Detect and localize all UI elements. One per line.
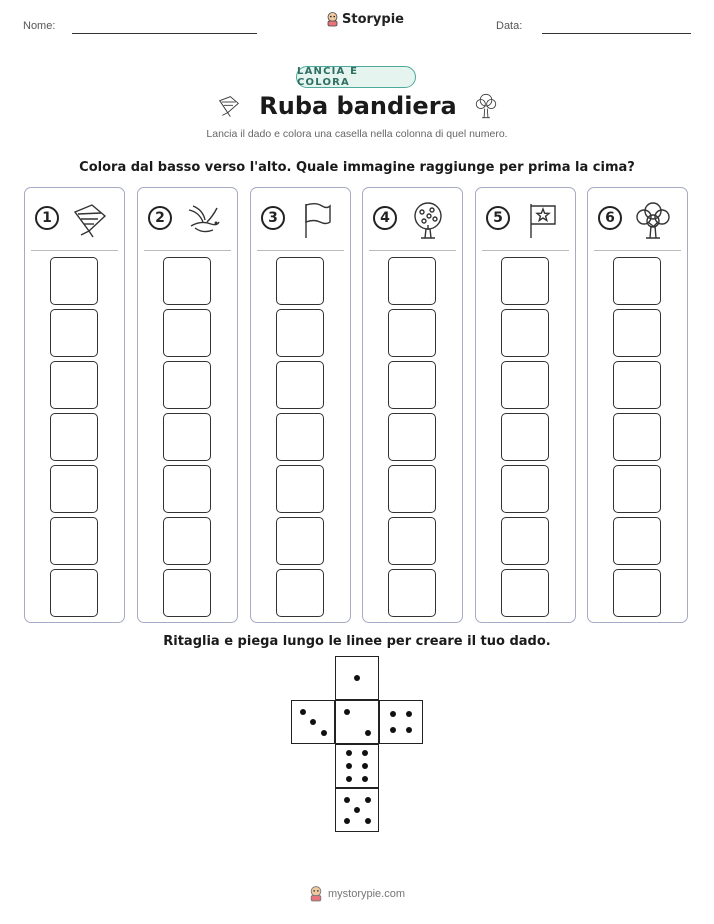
pie-mascot-icon — [309, 886, 323, 902]
footer-url: mystorypie.com — [327, 888, 406, 900]
page-title: Ruba bandiera — [259, 92, 457, 120]
column-divider — [144, 250, 231, 251]
column-header — [476, 188, 575, 250]
color-box[interactable] — [163, 309, 211, 357]
column-6 — [587, 187, 688, 623]
column-divider — [369, 250, 456, 251]
color-box[interactable] — [276, 517, 324, 565]
die-pip — [321, 730, 327, 736]
date-line — [542, 33, 691, 34]
die-pip — [365, 818, 371, 824]
star-flag-icon — [521, 200, 561, 240]
bandana-icon — [70, 200, 110, 240]
column-5 — [475, 187, 576, 623]
color-box[interactable] — [50, 517, 98, 565]
die-pip — [390, 711, 396, 717]
footer — [0, 886, 714, 902]
cut-instruction: Ritaglia e piega lungo le linee per creare il tuo dado. — [163, 634, 551, 649]
subtitle: Lancia il dado e colora una casella nella colonna di quel numero. — [206, 128, 508, 140]
color-box[interactable] — [163, 413, 211, 461]
column-divider — [31, 250, 118, 251]
instruction: Colora dal basso verso l'alto. Quale immagine raggiunge per prima la cima? — [79, 160, 635, 175]
column-header — [138, 188, 237, 250]
color-box[interactable] — [613, 465, 661, 513]
tree-icon — [633, 200, 673, 240]
color-box[interactable] — [276, 413, 324, 461]
die-pip — [344, 709, 350, 715]
flag-icon — [296, 200, 336, 240]
pie-mascot-icon — [326, 12, 339, 27]
color-box[interactable] — [613, 309, 661, 357]
color-box[interactable] — [501, 257, 549, 305]
color-box[interactable] — [50, 413, 98, 461]
color-box[interactable] — [613, 361, 661, 409]
color-box[interactable] — [163, 465, 211, 513]
column-divider — [257, 250, 344, 251]
die-pip — [346, 763, 352, 769]
color-box[interactable] — [501, 309, 549, 357]
color-box[interactable] — [276, 361, 324, 409]
color-box[interactable] — [163, 569, 211, 617]
column-number: 2 — [148, 206, 172, 230]
die-pip — [344, 797, 350, 803]
color-box[interactable] — [388, 309, 436, 357]
name-line — [72, 33, 257, 34]
column-header — [363, 188, 462, 250]
die-pip — [310, 719, 316, 725]
color-box[interactable] — [501, 517, 549, 565]
die-pip — [354, 807, 360, 813]
die-face-5 — [335, 788, 379, 832]
column-4 — [362, 187, 463, 623]
color-box[interactable] — [388, 517, 436, 565]
color-box[interactable] — [50, 465, 98, 513]
color-box[interactable] — [50, 257, 98, 305]
die-pip — [365, 797, 371, 803]
column-number: 5 — [486, 206, 510, 230]
column-header — [25, 188, 124, 250]
color-box[interactable] — [501, 361, 549, 409]
color-box[interactable] — [50, 361, 98, 409]
die-face-1 — [335, 656, 379, 700]
activity-badge: LANCIA E COLORA — [296, 66, 416, 88]
color-box[interactable] — [613, 569, 661, 617]
color-box[interactable] — [50, 569, 98, 617]
color-box[interactable] — [388, 569, 436, 617]
color-box[interactable] — [163, 517, 211, 565]
color-box[interactable] — [276, 257, 324, 305]
column-divider — [482, 250, 569, 251]
date-label: Data: — [496, 20, 523, 32]
color-box[interactable] — [388, 361, 436, 409]
die-pip — [362, 776, 368, 782]
die-pip — [406, 727, 412, 733]
die-pip — [362, 763, 368, 769]
tree-icon — [473, 91, 499, 121]
color-box[interactable] — [276, 465, 324, 513]
color-box[interactable] — [388, 413, 436, 461]
die-pip — [362, 750, 368, 756]
column-divider — [594, 250, 681, 251]
color-box[interactable] — [388, 257, 436, 305]
die-pip — [390, 727, 396, 733]
bandana-icon — [215, 94, 243, 118]
column-1 — [24, 187, 125, 623]
color-box[interactable] — [163, 257, 211, 305]
column-number: 3 — [261, 206, 285, 230]
color-box[interactable] — [50, 309, 98, 357]
logo — [326, 12, 404, 27]
die-pip — [300, 709, 306, 715]
color-box[interactable] — [613, 257, 661, 305]
color-box[interactable] — [613, 413, 661, 461]
title-row — [0, 91, 714, 121]
die-face-3 — [291, 700, 335, 744]
die-pip — [346, 750, 352, 756]
column-number: 1 — [35, 206, 59, 230]
column-3 — [250, 187, 351, 623]
column-number: 4 — [373, 206, 397, 230]
die-pip — [365, 730, 371, 736]
color-box[interactable] — [276, 309, 324, 357]
name-label: Nome: — [23, 20, 56, 32]
logo-text: Storypie — [342, 12, 404, 27]
column-number: 6 — [598, 206, 622, 230]
color-box[interactable] — [501, 413, 549, 461]
column-header — [588, 188, 687, 250]
apple-tree-icon — [408, 200, 448, 240]
column-2 — [137, 187, 238, 623]
color-box[interactable] — [163, 361, 211, 409]
die-pip — [354, 675, 360, 681]
die-face-6 — [335, 744, 379, 788]
die-face-2 — [335, 700, 379, 744]
color-box[interactable] — [613, 517, 661, 565]
color-box[interactable] — [276, 569, 324, 617]
die-pip — [406, 711, 412, 717]
die-pip — [344, 818, 350, 824]
color-box[interactable] — [501, 569, 549, 617]
color-box[interactable] — [388, 465, 436, 513]
die-pip — [346, 776, 352, 782]
column-header — [251, 188, 350, 250]
color-box[interactable] — [501, 465, 549, 513]
dove-icon — [183, 200, 223, 240]
die-face-4 — [379, 700, 423, 744]
